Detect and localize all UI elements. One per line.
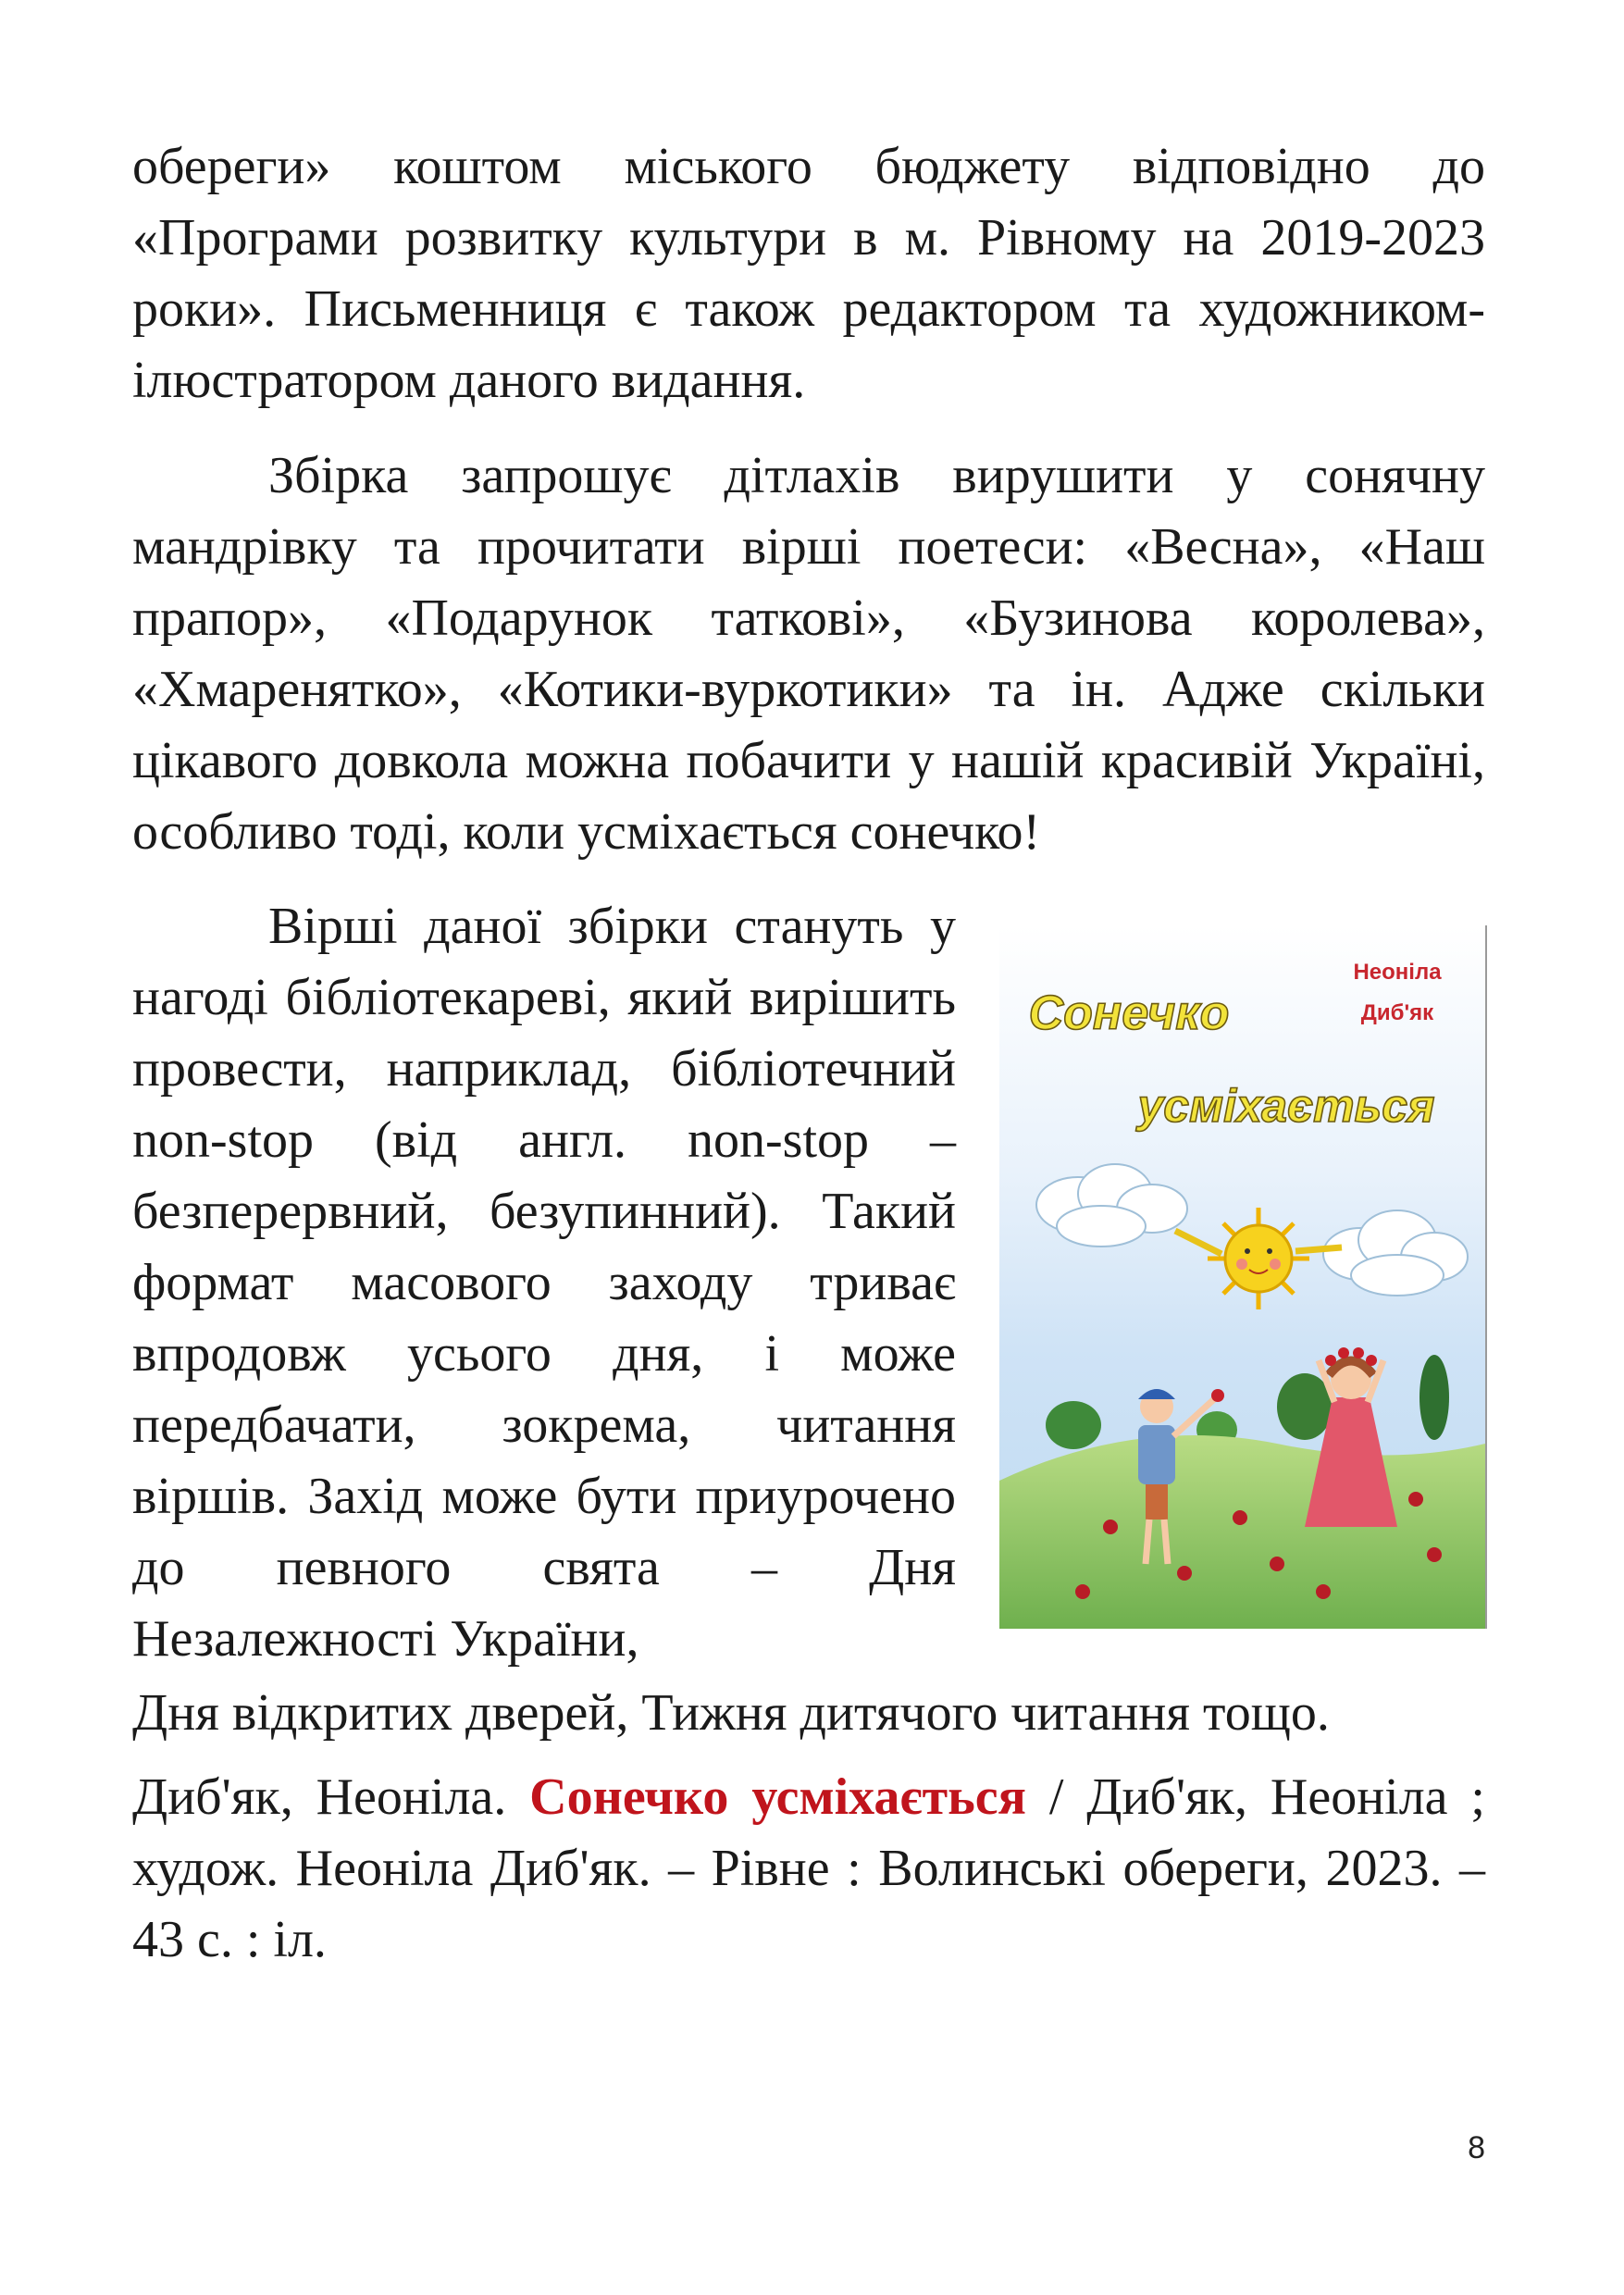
cover-author-line1: Неоніла — [1353, 960, 1442, 985]
page-number: 8 — [1468, 2130, 1485, 2165]
cover-title-line2: усміхається — [1137, 1080, 1435, 1132]
grass-hill — [999, 1435, 1485, 1629]
paragraph-3: Вірші даної збірки стануть у нагоді бібліотекареві, який вирішить провести, наприклад, бібліотечний non-stop (від англ. non-stop – безперервний, безупинний). Такий формат масового заходу триває впродовж усього дня, і може передбачати, зокрема, читання віршів. Захід може бути приурочено до певного свята – Дня Незалежності України, — [132, 898, 956, 1668]
book-cover-image — [999, 925, 1487, 1629]
citation-details: / Диб'як, Неоніла ; худож. Неоніла Диб'як. – Рівне : Волинські обереги, 2023. – 43 с. : іл. — [132, 1768, 1485, 1968]
citation-title: Сонечко усміхається — [529, 1768, 1026, 1826]
paragraph-1: обереги» коштом міського бюджету відповідно до «Програми розвитку культури в м. Рівному на 2019-2023 роки». Письменниця є також редактором та художником-ілюстратором даного видання. — [132, 138, 1485, 409]
bibliographic-citation — [132, 1762, 1485, 1976]
paragraph-2: Збірка запрошує дітлахів вирушити у сонячну мандрівку та прочитати вірші поетеси: «Весна», «Наш прапор», «Подарунок таткові», «Бузинова королева», «Хмаренятко», «Котики-вуркотики» та ін. Адже скільки цікавого довкола можна побачити у нашій красивій Україні, особливо тоді, коли усміхається сонечко! — [132, 447, 1485, 861]
cover-title-line1: Сонечко — [1028, 986, 1230, 1040]
paragraph-3-continuation: Дня відкритих дверей, Тижня дитячого читання тощо. — [132, 1684, 1330, 1742]
citation-author: Диб'як, Неоніла. — [132, 1768, 530, 1826]
cover-author-line2: Диб'як — [1360, 1000, 1434, 1025]
